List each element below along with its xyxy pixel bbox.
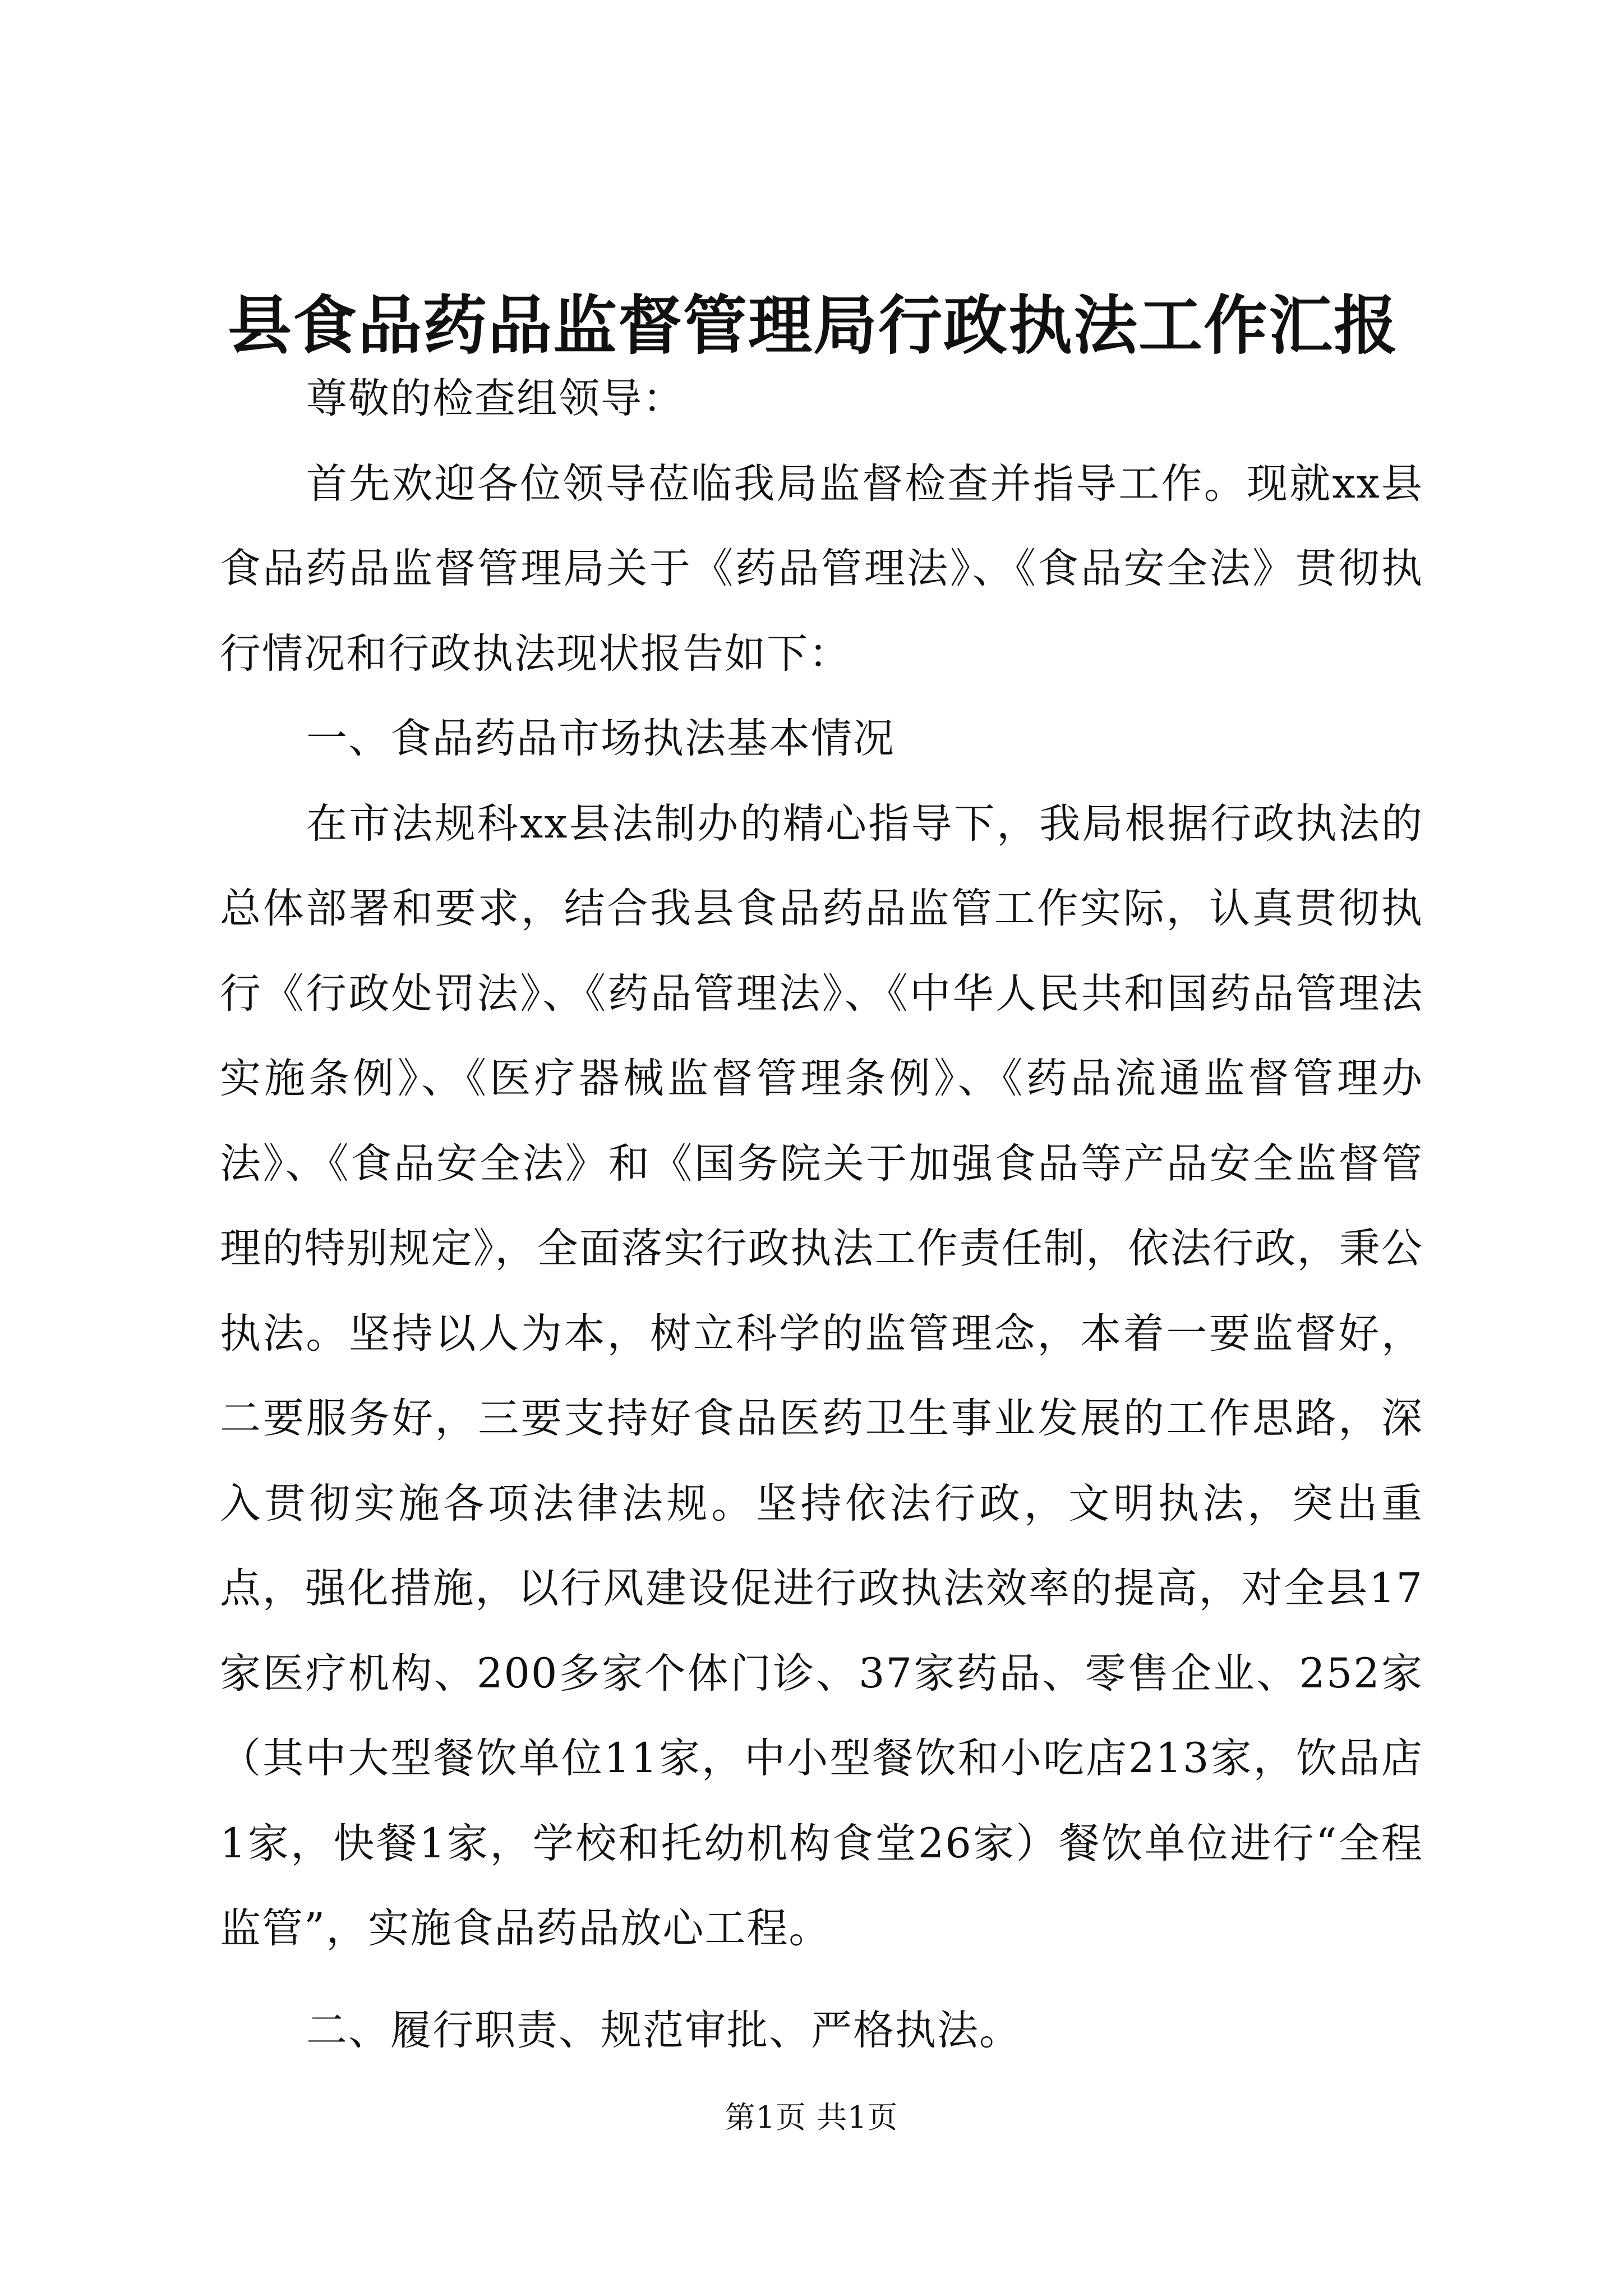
intro-paragraph: 首先欢迎各位领导莅临我局监督检查并指导工作。现就xx县食品药品监督管理局关于《药品管理法》、《食品安全法》贯彻执行情况和行政执法现状报告如下： <box>220 459 1423 678</box>
section-1-paragraph: 在市法规科xx县法制办的精心指导下，我局根据行政执法的总体部署和要求，结合我县食品药品监管工作实际，认真贯彻执行《行政处罚法》、《药品管理法》、《中华人民共和国药品管理法实施条例》、《医疗器械监督管理条例》、《药品流通监督管理办法》、《食品安全法》和《国务院关于加强食品等产品安全监督管理的特别规定》，全面落实行政执法工作责任制，依法行政，秉公执法。坚持以人为本，树立科学的监管理念，本着一要监督好，二要服务好，三要支持好食品医药卫生事业发展的工作思路，深入贯彻实施各项法律法规。坚持依法行政，文明执法，突出重点，强化措施，以行风建设促进行政执法效率的提高，对全县17家医疗机构、200多家个体门诊、37家药品、零售企业、252家（其中大型餐饮单位11家，中小型餐饮和小吃店213家，饮品店1家，快餐1家，学校和托幼机构食堂26家）餐饮单位进行“全程监管”，实施食品药品放心工程。 <box>220 799 1423 1952</box>
document-body <box>220 356 1423 2073</box>
salutation-paragraph: 尊敬的检查组领导： <box>306 375 685 422</box>
section-heading-2: 二、履行职责、规范审批、严格执法。 <box>306 2006 1021 2054</box>
section-heading-1: 一、食品药品市场执法基本情况 <box>306 715 895 762</box>
paragraph-gap <box>220 1971 1423 1988</box>
page-number-footer: 第1页 共1页 <box>725 2100 898 2135</box>
document-title: 县食品药品监督管理局行政执法工作汇报 <box>227 288 1399 363</box>
